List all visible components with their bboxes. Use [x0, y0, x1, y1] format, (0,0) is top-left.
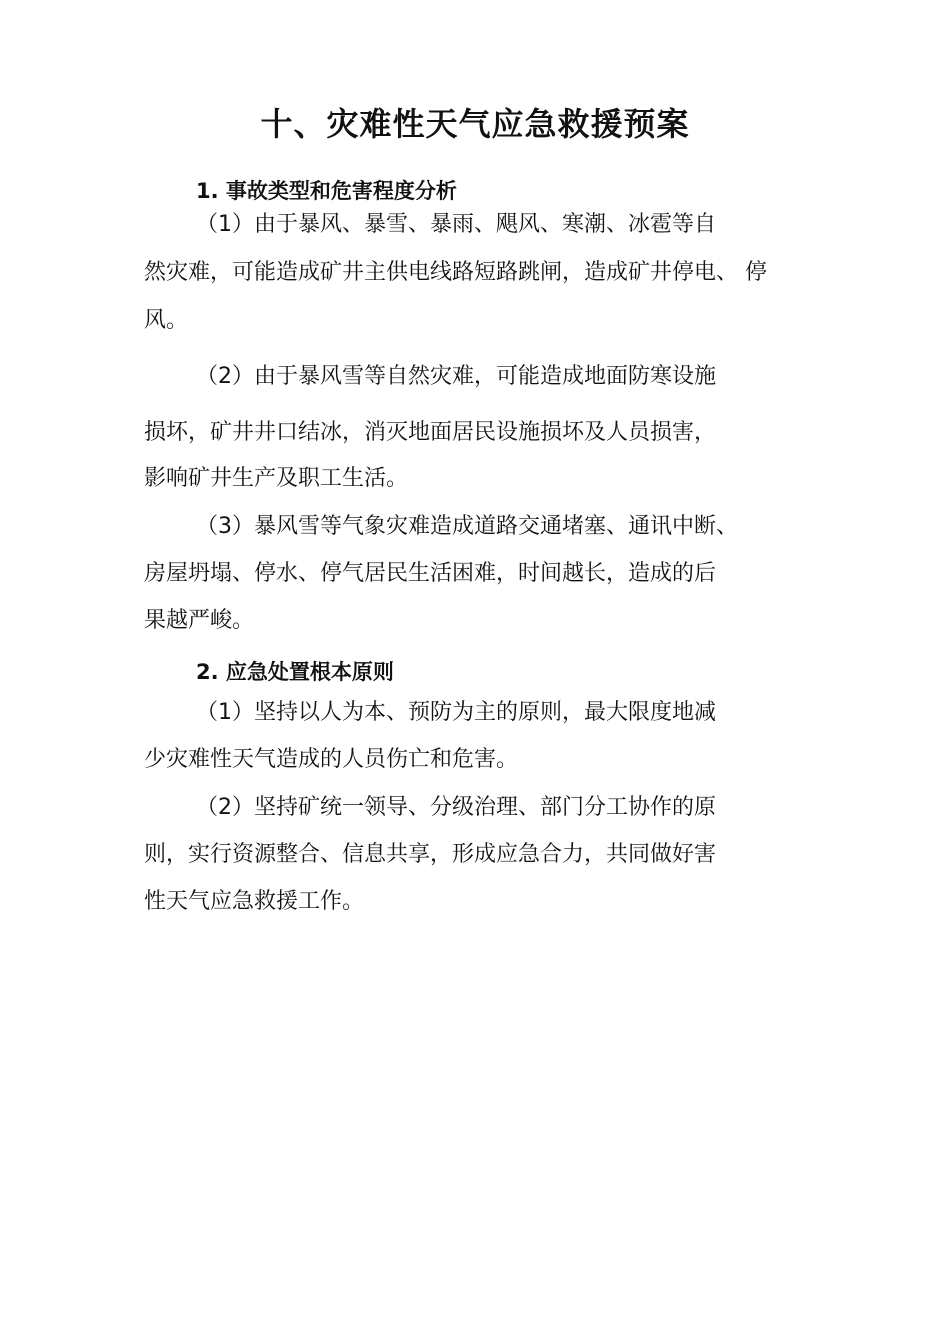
section1-p2-line2: 损坏，矿井井口结冰，消灭地面居民设施损坏及人员损害，	[144, 420, 717, 445]
document-title: 十、灾难性天气应急救援预案	[260, 105, 690, 143]
section2-p1-line2: 少灾难性天气造成的人员伤亡和危害。	[144, 747, 519, 772]
section1-p3-line3: 果越严峻。	[144, 608, 255, 633]
section2-p1-line1: （1）坚持以人为本、预防为主的原则，最大限度地减	[196, 700, 716, 725]
section1-p2-line1: （2）由于暴风雪等自然灾难，可能造成地面防寒设施	[196, 364, 716, 389]
section1-p1-line3: 风。	[144, 308, 189, 333]
section1-p3-line1: （3）暴风雪等气象灾难造成道路交通堵塞、通讯中断、	[196, 514, 738, 539]
section2-p2-line1: （2）坚持矿统一领导、分级治理、部门分工协作的原	[196, 795, 716, 820]
section2-p2-line2: 则，实行资源整合、信息共享，形成应急合力，共同做好害	[144, 842, 717, 867]
section1-heading: 1. 事故类型和危害程度分析	[196, 179, 457, 203]
section2-p2-line3: 性天气应急救援工作。	[144, 889, 365, 914]
section1-p3-line2: 房屋坍塌、停水、停气居民生活困难，时间越长，造成的后	[144, 561, 717, 586]
section1-p1-line2: 然灾难，可能造成矿井主供电线路短路跳闸，造成矿井停电、 停	[144, 260, 767, 285]
section1-p1-line1: （1）由于暴风、暴雪、暴雨、飓风、寒潮、冰雹等自	[196, 212, 716, 237]
section2-heading: 2. 应急处置根本原则	[196, 660, 394, 684]
section1-p2-line3: 影响矿井生产及职工生活。	[144, 466, 409, 491]
